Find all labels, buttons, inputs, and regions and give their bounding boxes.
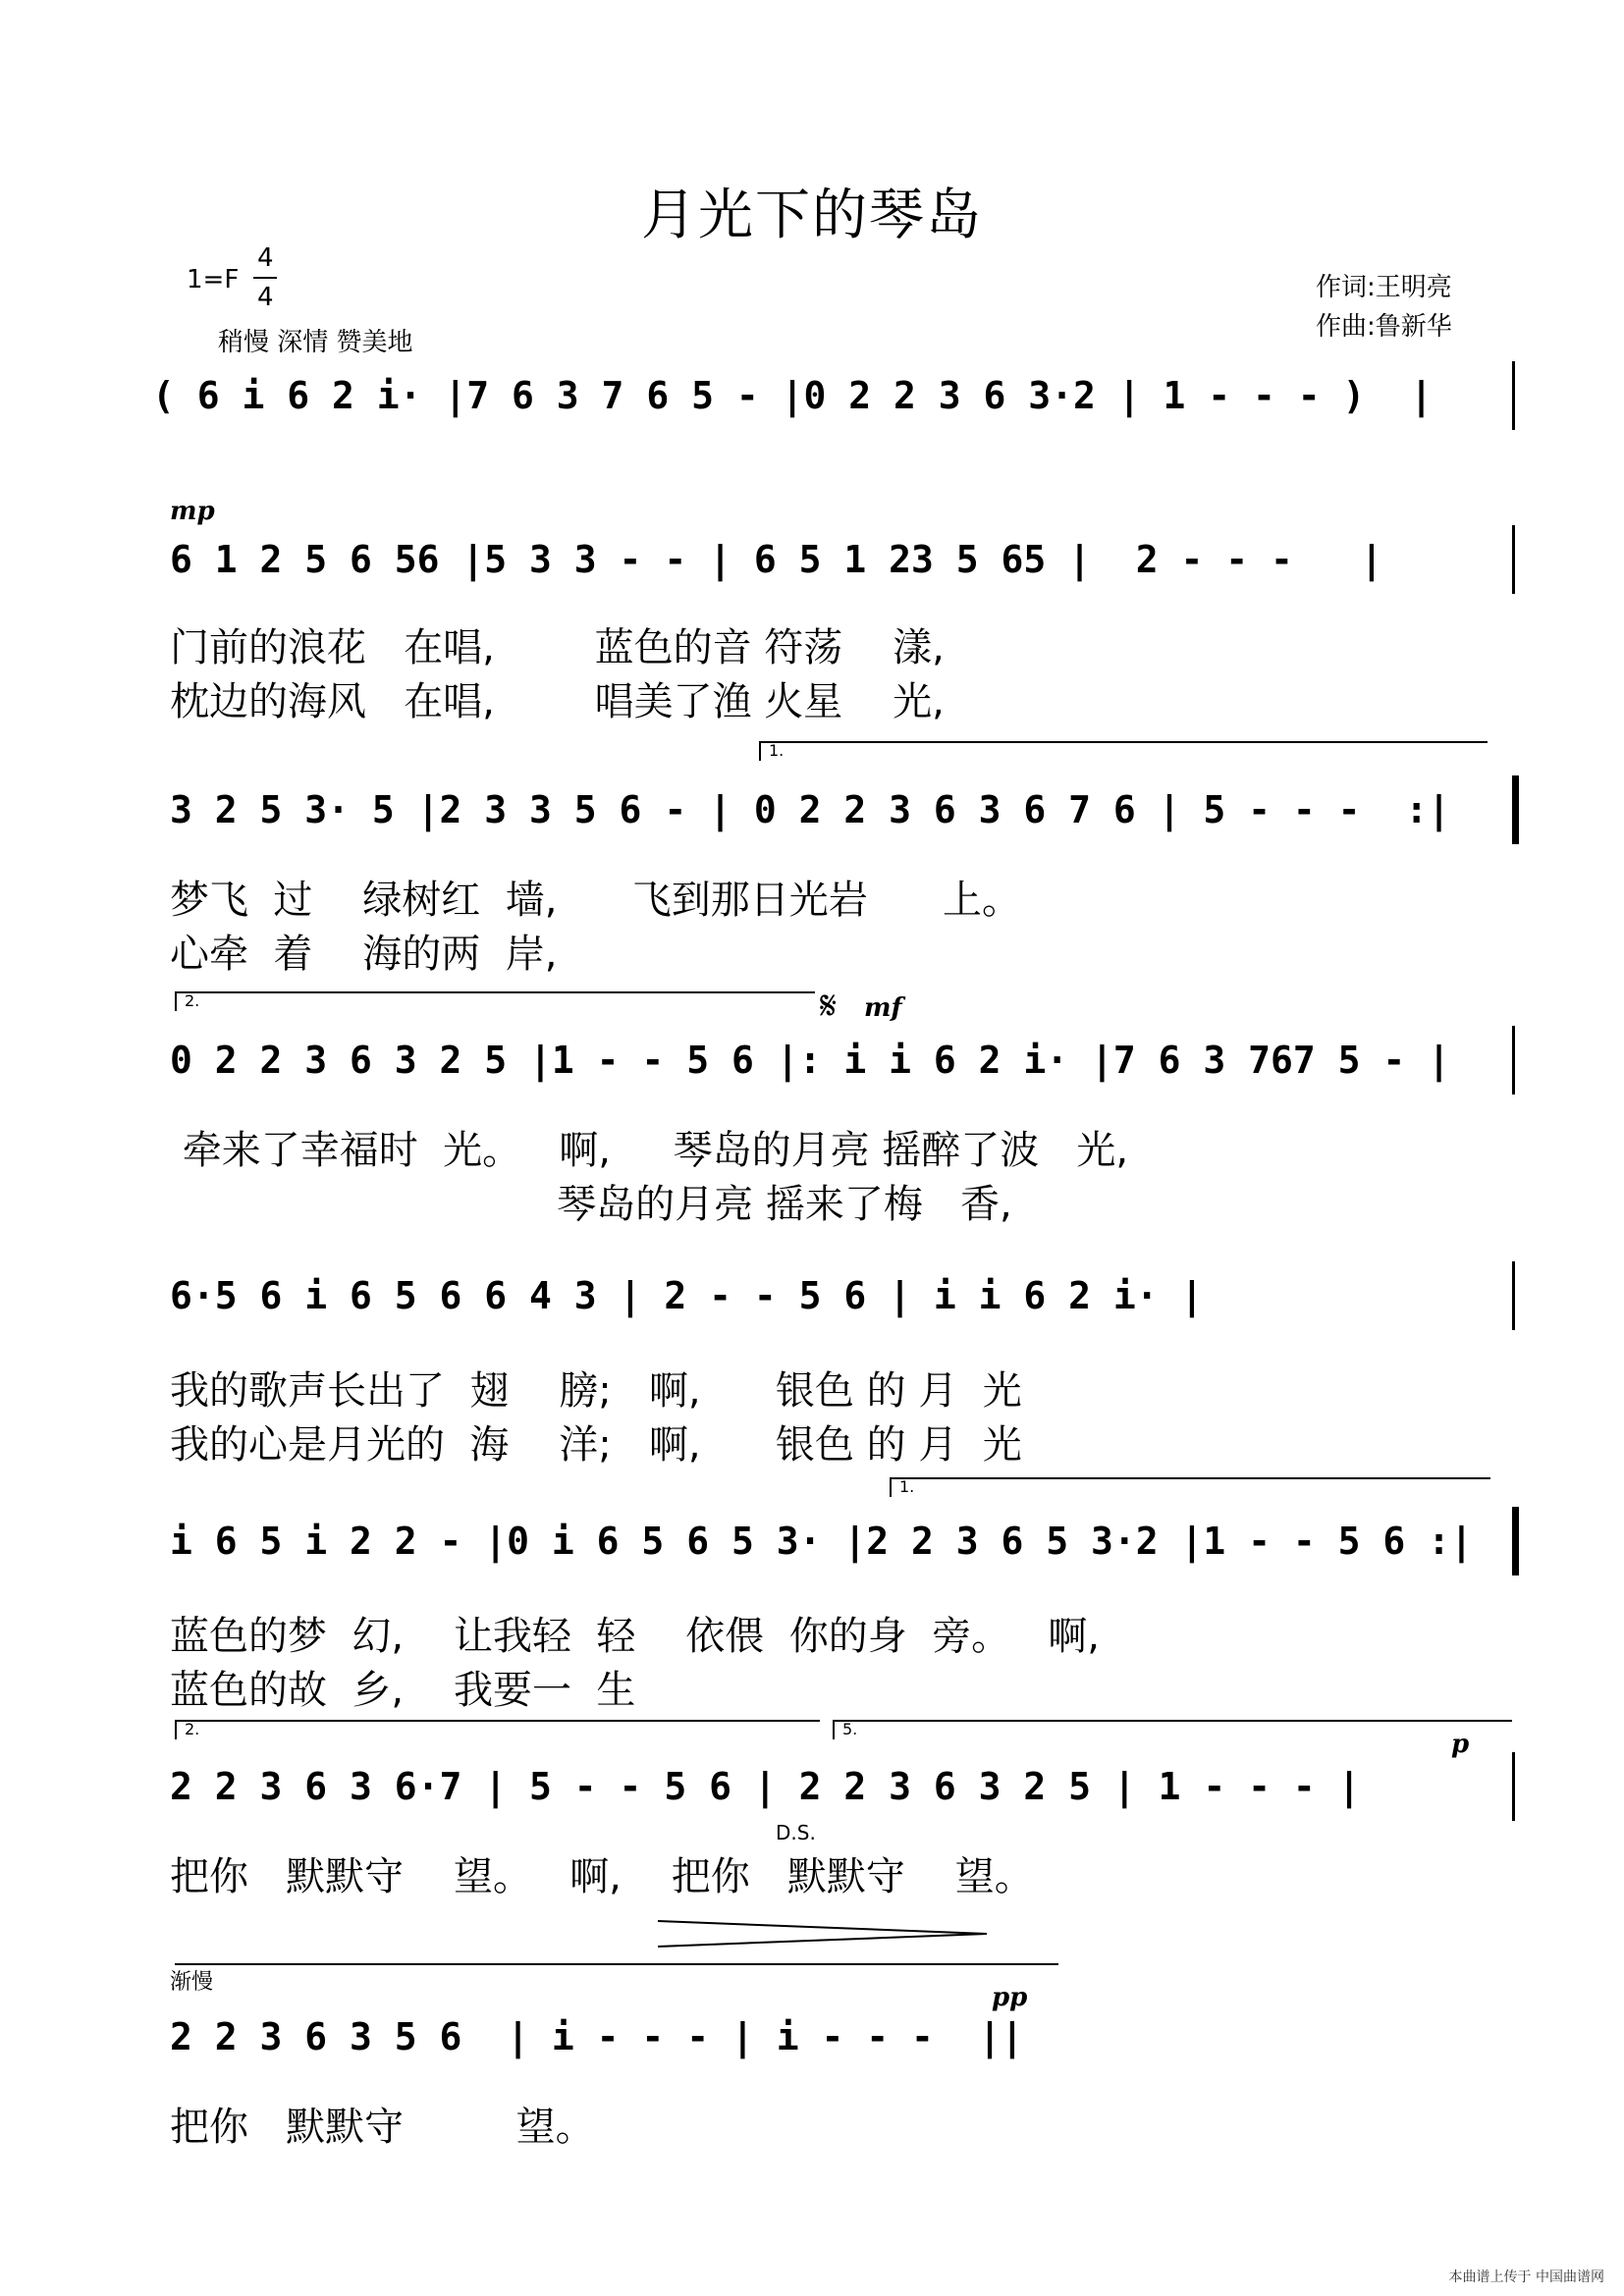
ritardando-label: 渐慢 (170, 1970, 214, 1995)
barline (1512, 1752, 1515, 1821)
time-signature-top: 4 (257, 243, 274, 273)
system-4 (0, 1036, 1624, 1124)
notes-line: 3 2 5 3· 5 |2 3 3 5 6 - | 0 2 2 3 6 3 6 7 6 | 5 - - - :| (170, 788, 1451, 831)
volta-bracket: 1. (759, 741, 1488, 761)
footer-watermark: 本曲谱上传于 中国曲谱网 (1448, 2269, 1604, 2285)
lyric-verse-2: 我的心是月光的 海 洋; 啊, 银色 的 月 光 (170, 1422, 1022, 1468)
notes-line: i 6 5 i 2 2 - |0 i 6 5 6 5 3· |2 2 3 6 5 3·2 |1 - - 5 6 :| (170, 1520, 1473, 1563)
dal-segno: D.S. (776, 1821, 816, 1844)
barline (1512, 1026, 1515, 1095)
volta-bracket: 2. (175, 1720, 820, 1739)
system-5 (0, 1271, 1624, 1360)
notes-line: 2 2 3 6 3 5 6 | i - - - | i - - - || (170, 2015, 1024, 2058)
lyric-verse-1: 梦飞 过 绿树红 墙, 飞到那日光岩 上。 (170, 878, 1022, 923)
lyric-verse-1: 把你 默默守 望。 啊, 把你 默默守 望。 (170, 1854, 1034, 1899)
lyric-verse-2: 蓝色的故 乡, 我要一 生 (170, 1668, 636, 1713)
system-6 (0, 1517, 1624, 1605)
barline (1512, 525, 1515, 594)
system-8 (0, 2012, 1624, 2101)
volta-bracket: 2. (175, 991, 815, 1011)
notes-line: 6·5 6 i 6 5 6 6 4 3 | 2 - - 5 6 | i i 6 2 i· | (170, 1274, 1204, 1317)
lyric-verse-2: 琴岛的月亮 摇来了梅 香, (170, 1182, 1012, 1227)
segno-icon: 𝄋 (820, 984, 838, 1029)
dynamic-mf: mf (864, 993, 902, 1023)
system-3 (0, 785, 1624, 874)
lyric-verse-1: 把你 默默守 望。 (170, 2105, 595, 2150)
volta-bracket: 1. (890, 1477, 1490, 1497)
decrescendo-icon (658, 1919, 992, 1949)
notes-line: 6 1 2 5 6 56 |5 3 3 - - | 6 5 1 23 5 65 | 2 - - - | (170, 538, 1383, 581)
page-title: 月光下的琴岛 (641, 184, 983, 247)
system-1 (0, 371, 1624, 459)
lyricist: 作词:王明亮 (1316, 273, 1452, 302)
lyric-verse-2: 枕边的海风 在唱, 唱美了渔 火星 光, (170, 679, 945, 724)
repeat-barline (1512, 1507, 1519, 1575)
barline (1512, 361, 1515, 430)
phrase-bracket (175, 1963, 1058, 1983)
volta-bracket: 5. (833, 1720, 1512, 1739)
tempo-marking: 稍慢 深情 赞美地 (218, 328, 413, 357)
time-signature-line (253, 277, 277, 279)
key-signature: 1=F (187, 265, 240, 294)
system-2 (0, 535, 1624, 623)
dynamic-p: p (1451, 1730, 1470, 1759)
repeat-barline (1512, 775, 1519, 844)
lyric-verse-1: 牵来了幸福时 光。 啊, 琴岛的月亮 摇醉了波 光, (170, 1128, 1129, 1173)
lyric-verse-2: 心牵 着 海的两 岸, (170, 932, 558, 977)
notes-line: 0 2 2 3 6 3 2 5 |1 - - 5 6 |: i i 6 2 i· |7 6 3 767 5 - | (170, 1039, 1451, 1082)
lyric-verse-1: 我的歌声长出了 翅 膀; 啊, 银色 的 月 光 (170, 1368, 1022, 1414)
notes-line: ( 6 i 6 2 i· |7 6 3 7 6 5 - |0 2 2 3 6 3·2 | 1 - - - ) | (152, 374, 1434, 417)
lyric-verse-1: 门前的浪花 在唱, 蓝色的音 符荡 漾, (170, 625, 945, 670)
dynamic-mp: mp (170, 497, 215, 526)
composer: 作曲:鲁新华 (1316, 312, 1452, 342)
dynamic-pp: pp (992, 1983, 1028, 2012)
time-signature-bottom: 4 (257, 283, 274, 312)
barline (1512, 1261, 1515, 1330)
lyric-verse-1: 蓝色的梦 幻, 让我轻 轻 依偎 你的身 旁。 啊, (170, 1614, 1101, 1659)
notes-line: 2 2 3 6 3 6·7 | 5 - - 5 6 | 2 2 3 6 3 2 5 | 1 - - - | (170, 1765, 1361, 1808)
